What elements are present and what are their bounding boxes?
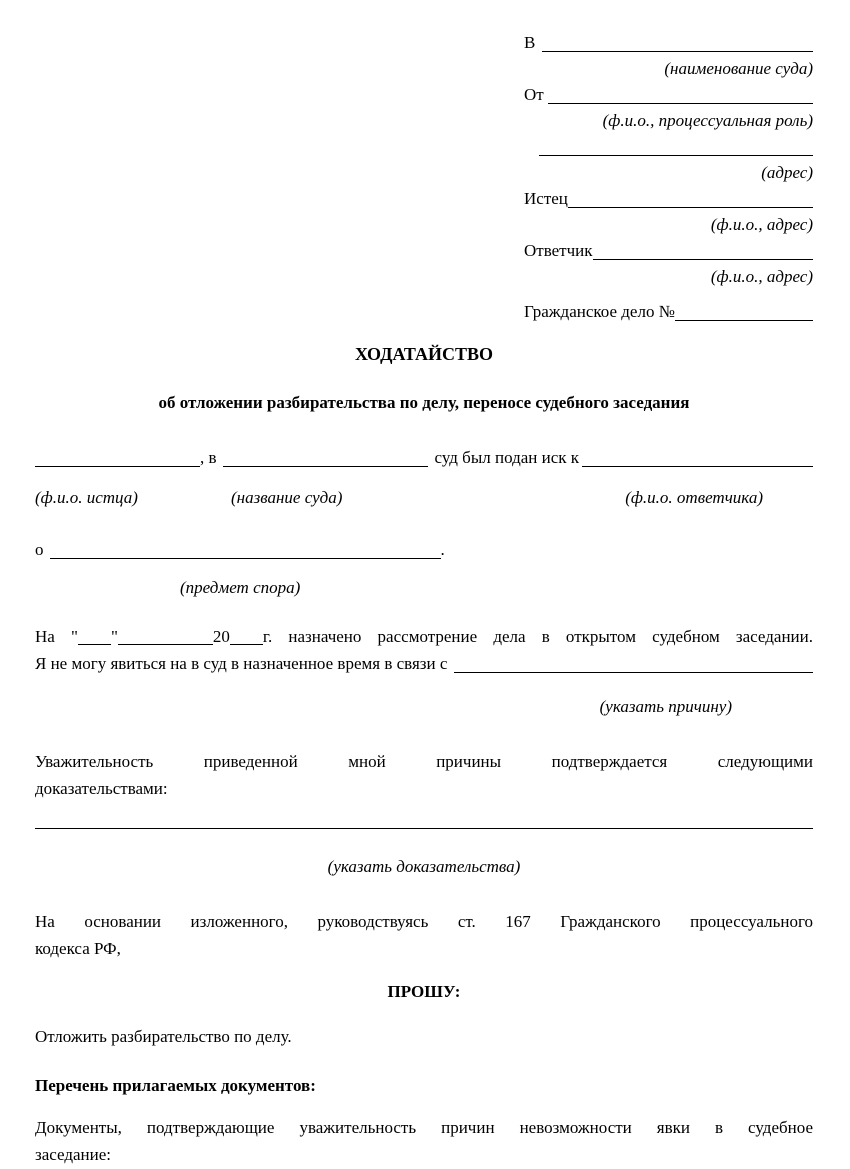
- court-title-hint: (название суда): [231, 488, 343, 507]
- evidence-hint: (указать доказательства): [327, 857, 521, 876]
- attachments-line-1: Документы, подтверждающие уважительность причин невозможности явки в судебное: [35, 1118, 813, 1137]
- address-blank: [539, 134, 813, 156]
- request-text: Отложить разбирательство по делу.: [35, 1027, 292, 1046]
- intro-hints-row: [35, 487, 813, 509]
- hearing-reason-blank: [454, 650, 813, 673]
- court-name-blank: [542, 30, 813, 52]
- court-name-hint: (наименование суда): [664, 59, 813, 78]
- defendant-row: [524, 238, 813, 264]
- plaintiff-hint: (ф.и.о., адрес): [710, 215, 813, 234]
- document-subtitle: об отложении разбирательства по делу, переносе судебного заседания: [158, 393, 690, 412]
- plaintiff-label: Истец: [524, 189, 568, 208]
- evidence-line-1: Уважительность приведенной мной причины подтверждается следующими: [35, 752, 813, 771]
- intro-seg-in: , в: [200, 448, 217, 467]
- defendant-label: Ответчик: [524, 241, 593, 260]
- intro-line: [35, 444, 813, 471]
- address-hint: (адрес): [761, 163, 813, 182]
- subject-seg-period: .: [440, 540, 445, 559]
- attachments-heading: Перечень прилагаемых документов:: [35, 1076, 316, 1095]
- case-number-row: [524, 299, 813, 325]
- plaintiff-name-hint: (ф.и.о. истца): [35, 488, 138, 507]
- defendant-name-hint: (ф.и.о. ответчика): [625, 488, 763, 507]
- hearing-line-2: [35, 650, 813, 677]
- case-number-blank: [675, 299, 813, 321]
- court-name-row: [524, 30, 813, 56]
- hearing-year-blank: [230, 644, 263, 645]
- intro-seg-suit: суд был подан иск к: [434, 448, 580, 467]
- plaintiff-row: [524, 186, 813, 212]
- defendant-hint: (ф.и.о., адрес): [710, 267, 813, 286]
- hearing-seg-year: 20: [212, 627, 230, 646]
- hearing-reason-text: Я не могу явиться на в суд в назначенное время в связи с: [35, 654, 448, 673]
- subject-blank: [50, 536, 441, 559]
- address-row: [524, 134, 813, 160]
- hearing-month-blank: [118, 644, 213, 645]
- hearing-seg-rest: г. назначено рассмотрение дела в открытом судебном заседании.: [262, 627, 813, 646]
- court-title-blank: [223, 444, 428, 467]
- evidence-blank-line: [35, 828, 813, 829]
- hearing-seg-quote: ": [110, 627, 118, 646]
- subject-hint: (предмет спора): [180, 578, 301, 597]
- court-name-label: В: [524, 33, 536, 52]
- basis-line-1: На основании изложенного, руководствуясь ст. 167 Гражданского процессуального: [35, 912, 813, 931]
- basis-line-2: кодекса РФ,: [35, 939, 121, 958]
- evidence-line-2: доказательствами:: [35, 779, 168, 798]
- court-header-block: [524, 30, 813, 325]
- subject-line: [35, 536, 813, 563]
- subject-seg-about: о: [35, 540, 44, 559]
- from-row: [524, 82, 813, 108]
- hearing-line-1: [35, 623, 813, 650]
- hearing-seg-on: На ": [35, 627, 78, 646]
- document-title: ХОДАТАЙСТВО: [354, 344, 494, 364]
- from-label: От: [524, 85, 544, 104]
- defendant-blank: [593, 238, 813, 260]
- from-hint: (ф.и.о., процессуальная роль): [602, 111, 813, 130]
- plaintiff-blank: [568, 186, 813, 208]
- case-number-label: Гражданское дело №: [524, 302, 675, 321]
- reason-hint: (указать причину): [599, 697, 732, 716]
- attachments-line-2: заседание:: [35, 1145, 111, 1164]
- defendant-name-blank: [582, 444, 813, 467]
- request-heading: ПРОШУ:: [387, 982, 461, 1001]
- hearing-day-blank: [78, 644, 111, 645]
- from-blank: [548, 82, 813, 104]
- plaintiff-name-blank: [35, 444, 200, 467]
